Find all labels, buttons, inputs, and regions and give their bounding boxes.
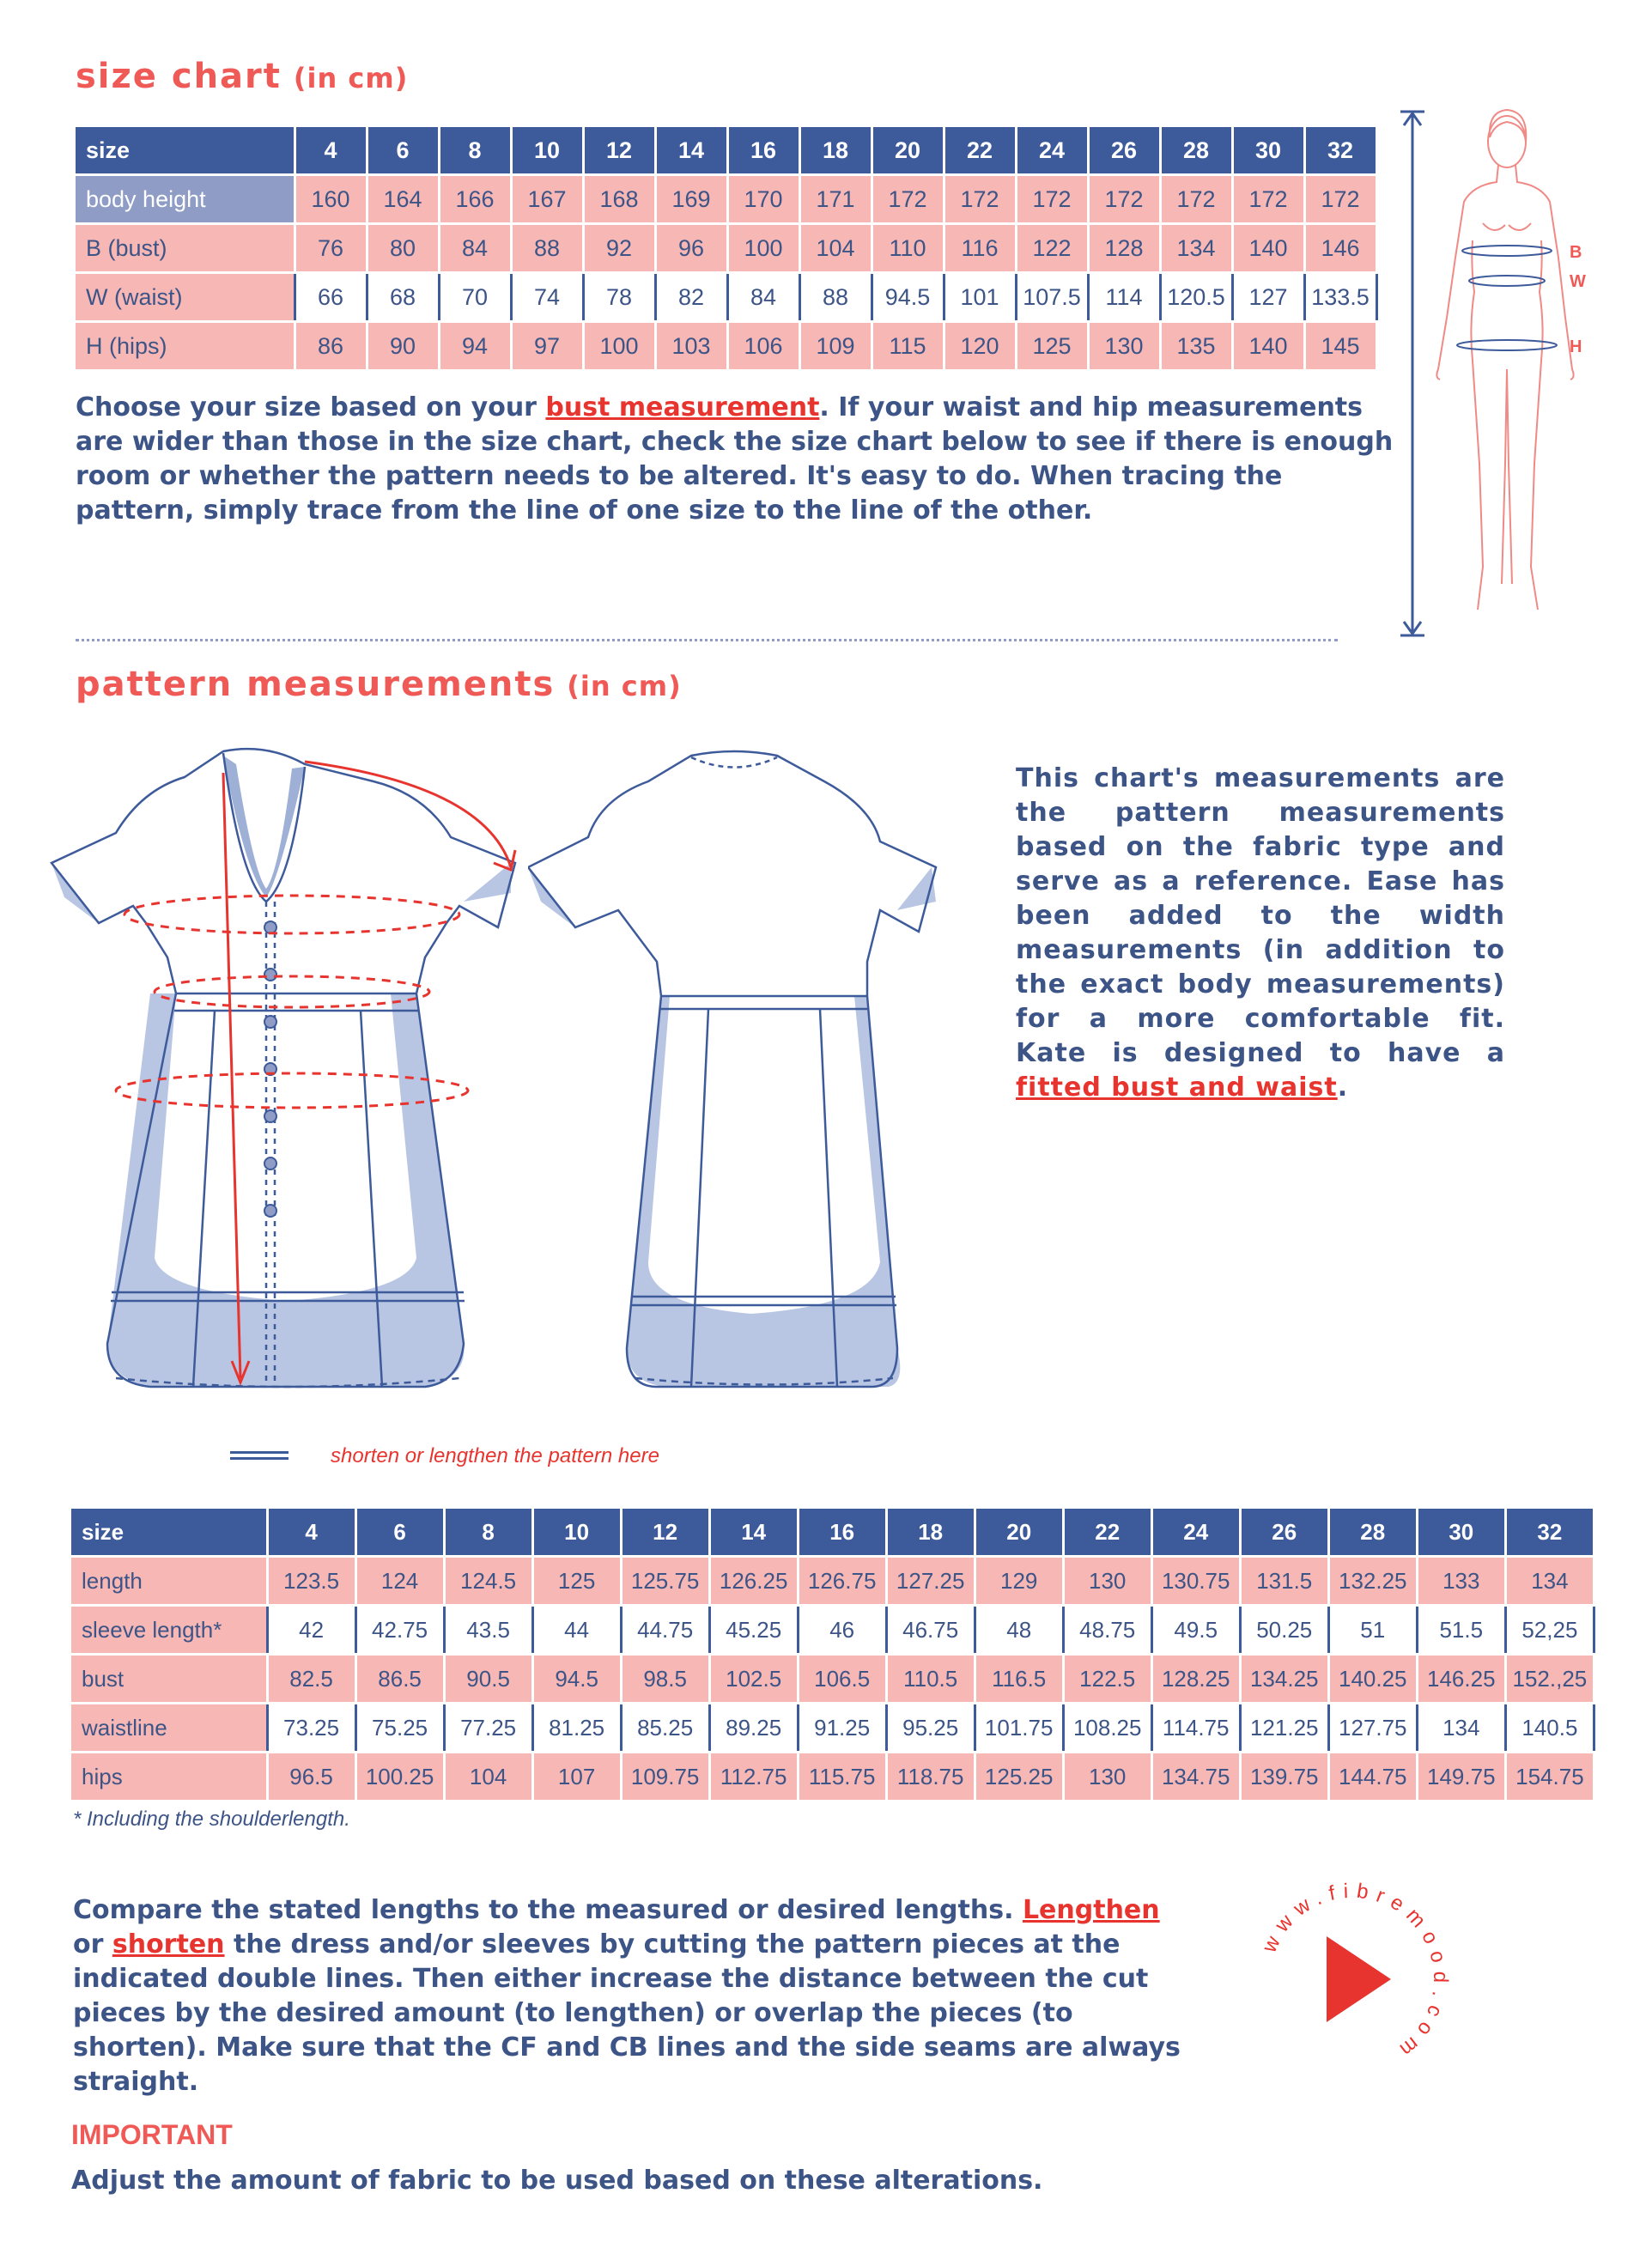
cell: 88 xyxy=(799,273,872,322)
cell: 169 xyxy=(655,175,727,224)
cell: 115 xyxy=(872,322,944,371)
height-arrow xyxy=(1400,112,1424,635)
pattern-chart-header-row xyxy=(71,1509,1594,1557)
cell: 101.75 xyxy=(975,1704,1063,1753)
cell: 133.5 xyxy=(1304,273,1376,322)
cell: 154.75 xyxy=(1505,1753,1594,1801)
cell: 116.5 xyxy=(975,1655,1063,1704)
cell: 84 xyxy=(727,273,799,322)
size-col: 28 xyxy=(1160,127,1232,175)
waist-label: W xyxy=(1570,272,1586,291)
cell: 90 xyxy=(367,322,439,371)
shorten-link[interactable]: shorten xyxy=(112,1929,225,1959)
cell: 81.25 xyxy=(532,1704,621,1753)
pattern-chart-table xyxy=(71,1509,1595,1802)
cell: 43.5 xyxy=(444,1606,532,1655)
pattern-description-part2: . xyxy=(1337,1072,1349,1103)
alter-text-part2: the dress and/or sleeves by cutting the pattern pieces at the indicated double lines. Then either increase the distance between the cut pieces by the desired amount (to lengthen) or overlap the pieces (to shorten). Make sure that the CF and CB lines and the side seams are always straight. xyxy=(73,1929,1181,2097)
size-instructions xyxy=(76,391,1398,528)
cell: 104 xyxy=(444,1753,532,1801)
double-line-symbol xyxy=(230,1451,288,1460)
size-col: 18 xyxy=(886,1509,975,1557)
cell: 139.75 xyxy=(1240,1753,1328,1801)
cell: 124.5 xyxy=(444,1557,532,1606)
cell: 107 xyxy=(532,1753,621,1801)
cell: 46.75 xyxy=(886,1606,975,1655)
cell: 120 xyxy=(944,322,1016,371)
pattern-description xyxy=(1016,762,1505,1105)
size-col: 10 xyxy=(511,127,583,175)
cell: 140 xyxy=(1232,322,1304,371)
cell: 110.5 xyxy=(886,1655,975,1704)
cell: 118.75 xyxy=(886,1753,975,1801)
size-text-part1: Choose your size based on your xyxy=(76,392,546,422)
cell: 66 xyxy=(295,273,367,322)
cell: 134.25 xyxy=(1240,1655,1328,1704)
cell: 73.25 xyxy=(267,1704,355,1753)
cell: 127 xyxy=(1232,273,1304,322)
cell: 145 xyxy=(1304,322,1376,371)
cell: 149.75 xyxy=(1417,1753,1505,1801)
cell: 125.25 xyxy=(975,1753,1063,1801)
size-col: 26 xyxy=(1240,1509,1328,1557)
size-col: 12 xyxy=(621,1509,709,1557)
section-divider xyxy=(76,639,1338,641)
cell: 112.75 xyxy=(709,1753,798,1801)
size-col: 18 xyxy=(799,127,872,175)
cell: 102.5 xyxy=(709,1655,798,1704)
row-label: hips xyxy=(71,1753,267,1801)
cell: 86 xyxy=(295,322,367,371)
cell: 164 xyxy=(367,175,439,224)
size-col: 10 xyxy=(532,1509,621,1557)
hips-label: H xyxy=(1570,337,1582,356)
pattern-row-sleeve-length xyxy=(71,1606,1594,1655)
size-col: 30 xyxy=(1417,1509,1505,1557)
cell: 89.25 xyxy=(709,1704,798,1753)
cell: 51 xyxy=(1328,1606,1417,1655)
pattern-title xyxy=(76,665,682,704)
cell: 106.5 xyxy=(798,1655,886,1704)
cell: 126.25 xyxy=(709,1557,798,1606)
cell: 94.5 xyxy=(532,1655,621,1704)
pattern-title-text: pattern measurements xyxy=(76,665,556,704)
size-col: 32 xyxy=(1304,127,1376,175)
cell: 120.5 xyxy=(1160,273,1232,322)
cell: 48 xyxy=(975,1606,1063,1655)
logo-url: www.fibremood.com xyxy=(1257,1879,1453,2066)
cell: 115.75 xyxy=(798,1753,886,1801)
dress-back-illustration xyxy=(528,747,940,1400)
size-chart-row-body-height xyxy=(76,175,1376,224)
size-chart-row-waist xyxy=(76,273,1376,322)
pattern-unit: (in cm) xyxy=(567,670,682,702)
size-chart-header-row xyxy=(76,127,1376,175)
cell: 107.5 xyxy=(1016,273,1088,322)
cell: 46 xyxy=(798,1606,886,1655)
cell: 100.25 xyxy=(355,1753,444,1801)
cell: 152.,25 xyxy=(1505,1655,1594,1704)
shorten-legend: shorten or lengthen the pattern here xyxy=(331,1444,659,1467)
cell: 124 xyxy=(355,1557,444,1606)
cell: 68 xyxy=(367,273,439,322)
row-label: B (bust) xyxy=(76,224,295,273)
important-heading: IMPORTANT xyxy=(71,2119,233,2150)
cell: 98.5 xyxy=(621,1655,709,1704)
row-label: bust xyxy=(71,1655,267,1704)
cell: 52,25 xyxy=(1505,1606,1594,1655)
cell: 172 xyxy=(872,175,944,224)
cell: 166 xyxy=(439,175,511,224)
pattern-row-bust xyxy=(71,1655,1594,1704)
footnote: * Including the shoulderlength. xyxy=(73,1808,350,1831)
cell: 70 xyxy=(439,273,511,322)
size-col: 12 xyxy=(583,127,655,175)
size-header-label: size xyxy=(76,127,295,175)
row-label: H (hips) xyxy=(76,322,295,371)
cell: 146 xyxy=(1304,224,1376,273)
pattern-header-label: size xyxy=(71,1509,267,1557)
size-text-part2: . If your waist and hip measurements are wider than those in the size chart, check the size chart below to see if there is enough room or whether the pattern needs to be altered. It's easy to do. When tracing the pattern, simply trace from the line of one size to the line of the other. xyxy=(76,392,1394,526)
cell: 86.5 xyxy=(355,1655,444,1704)
size-col: 6 xyxy=(355,1509,444,1557)
fitted-bust-waist-link[interactable]: fitted bust and waist xyxy=(1016,1072,1338,1103)
size-col: 24 xyxy=(1016,127,1088,175)
cell: 49.5 xyxy=(1151,1606,1240,1655)
size-col: 20 xyxy=(872,127,944,175)
size-chart-table xyxy=(76,127,1378,372)
cell: 94 xyxy=(439,322,511,371)
cell: 44.75 xyxy=(621,1606,709,1655)
cell: 125 xyxy=(532,1557,621,1606)
size-col: 8 xyxy=(444,1509,532,1557)
cell: 116 xyxy=(944,224,1016,273)
cell: 42.75 xyxy=(355,1606,444,1655)
size-chart-row-hips xyxy=(76,322,1376,371)
row-label: waistline xyxy=(71,1704,267,1753)
cell: 75.25 xyxy=(355,1704,444,1753)
cell: 135 xyxy=(1160,322,1232,371)
cell: 74 xyxy=(511,273,583,322)
size-col: 6 xyxy=(367,127,439,175)
size-col: 24 xyxy=(1151,1509,1240,1557)
cell: 130 xyxy=(1063,1557,1151,1606)
cell: 106 xyxy=(727,322,799,371)
cell: 128.25 xyxy=(1151,1655,1240,1704)
cell: 131.5 xyxy=(1240,1557,1328,1606)
cell: 172 xyxy=(1160,175,1232,224)
size-col: 22 xyxy=(944,127,1016,175)
bust-measurement-link[interactable]: bust measurement xyxy=(545,392,820,422)
cell: 160 xyxy=(295,175,367,224)
alter-text-part1: Compare the stated lengths to the measured or desired lengths. xyxy=(73,1895,1023,1925)
cell: 110 xyxy=(872,224,944,273)
cell: 91.25 xyxy=(798,1704,886,1753)
cell: 78 xyxy=(583,273,655,322)
alteration-instructions xyxy=(73,1893,1189,2099)
cell: 109.75 xyxy=(621,1753,709,1801)
cell: 172 xyxy=(1088,175,1160,224)
cell: 94.5 xyxy=(872,273,944,322)
cell: 172 xyxy=(944,175,1016,224)
size-chart-title-text: size chart xyxy=(76,57,282,96)
cell: 123.5 xyxy=(267,1557,355,1606)
cell: 140.5 xyxy=(1505,1704,1594,1753)
size-col: 4 xyxy=(267,1509,355,1557)
row-label: W (waist) xyxy=(76,273,295,322)
cell: 77.25 xyxy=(444,1704,532,1753)
size-chart-row-bust xyxy=(76,224,1376,273)
cell: 48.75 xyxy=(1063,1606,1151,1655)
cell: 130 xyxy=(1063,1753,1151,1801)
cell: 140 xyxy=(1232,224,1304,273)
cell: 114 xyxy=(1088,273,1160,322)
play-triangle-icon xyxy=(1327,1936,1391,2022)
cell: 109 xyxy=(799,322,872,371)
cell: 172 xyxy=(1304,175,1376,224)
cell: 90.5 xyxy=(444,1655,532,1704)
cell: 140.25 xyxy=(1328,1655,1417,1704)
cell: 122.5 xyxy=(1063,1655,1151,1704)
size-col: 22 xyxy=(1063,1509,1151,1557)
cell: 130.75 xyxy=(1151,1557,1240,1606)
cell: 134.75 xyxy=(1151,1753,1240,1801)
size-col: 4 xyxy=(295,127,367,175)
size-col: 16 xyxy=(798,1509,886,1557)
cell: 125 xyxy=(1016,322,1088,371)
fibremood-logo[interactable] xyxy=(1245,1872,1460,2087)
cell: 85.25 xyxy=(621,1704,709,1753)
pattern-row-length xyxy=(71,1557,1594,1606)
bust-label: B xyxy=(1570,243,1582,262)
cell: 82.5 xyxy=(267,1655,355,1704)
cell: 42 xyxy=(267,1606,355,1655)
cell: 45.25 xyxy=(709,1606,798,1655)
cell: 97 xyxy=(511,322,583,371)
cell: 51.5 xyxy=(1417,1606,1505,1655)
cell: 101 xyxy=(944,273,1016,322)
pattern-row-waistline xyxy=(71,1704,1594,1753)
cell: 44 xyxy=(532,1606,621,1655)
cell: 167 xyxy=(511,175,583,224)
size-col: 20 xyxy=(975,1509,1063,1557)
size-col: 16 xyxy=(727,127,799,175)
cell: 126.75 xyxy=(798,1557,886,1606)
cell: 96.5 xyxy=(267,1753,355,1801)
cell: 134 xyxy=(1505,1557,1594,1606)
size-col: 30 xyxy=(1232,127,1304,175)
body-outline xyxy=(1436,110,1573,610)
cell: 171 xyxy=(799,175,872,224)
cell: 133 xyxy=(1417,1557,1505,1606)
size-col: 32 xyxy=(1505,1509,1594,1557)
important-text: Adjust the amount of fabric to be used based on these alterations. xyxy=(71,2166,1043,2196)
cell: 96 xyxy=(655,224,727,273)
row-label: body height xyxy=(76,175,295,224)
pattern-description-part1: This chart's measurements are the pattern measurements based on the fabric type and serve as a reference. Ease has been added to the width measurements (in addition to the exact body measurements) for a more comfortable fit. Kate is designed to have a xyxy=(1016,763,1505,1068)
cell: 132.25 xyxy=(1328,1557,1417,1606)
dress-front-illustration xyxy=(47,743,528,1404)
cell: 144.75 xyxy=(1328,1753,1417,1801)
cell: 92 xyxy=(583,224,655,273)
size-col: 8 xyxy=(439,127,511,175)
cell: 88 xyxy=(511,224,583,273)
size-col: 14 xyxy=(655,127,727,175)
cell: 50.25 xyxy=(1240,1606,1328,1655)
cell: 121.25 xyxy=(1240,1704,1328,1753)
size-chart-title xyxy=(76,57,408,96)
row-label: length xyxy=(71,1557,267,1606)
cell: 168 xyxy=(583,175,655,224)
cell: 82 xyxy=(655,273,727,322)
row-label: sleeve length* xyxy=(71,1606,267,1655)
cell: 172 xyxy=(1016,175,1088,224)
cell: 100 xyxy=(583,322,655,371)
cell: 134 xyxy=(1417,1704,1505,1753)
cell: 108.25 xyxy=(1063,1704,1151,1753)
cell: 172 xyxy=(1232,175,1304,224)
dress-back-shading xyxy=(528,867,936,1387)
size-chart-unit: (in cm) xyxy=(293,62,409,94)
cell: 114.75 xyxy=(1151,1704,1240,1753)
size-col: 26 xyxy=(1088,127,1160,175)
body-figure xyxy=(1387,103,1593,644)
cell: 130 xyxy=(1088,322,1160,371)
alter-text-mid: or xyxy=(73,1929,112,1959)
cell: 100 xyxy=(727,224,799,273)
cell: 104 xyxy=(799,224,872,273)
cell: 129 xyxy=(975,1557,1063,1606)
cell: 125.75 xyxy=(621,1557,709,1606)
cell: 122 xyxy=(1016,224,1088,273)
cell: 84 xyxy=(439,224,511,273)
cell: 170 xyxy=(727,175,799,224)
size-col: 14 xyxy=(709,1509,798,1557)
lengthen-link[interactable]: Lengthen xyxy=(1022,1895,1160,1925)
cell: 80 xyxy=(367,224,439,273)
cell: 146.25 xyxy=(1417,1655,1505,1704)
cell: 103 xyxy=(655,322,727,371)
cell: 128 xyxy=(1088,224,1160,273)
size-col: 28 xyxy=(1328,1509,1417,1557)
cell: 76 xyxy=(295,224,367,273)
cell: 127.75 xyxy=(1328,1704,1417,1753)
pattern-row-hips xyxy=(71,1753,1594,1801)
cell: 95.25 xyxy=(886,1704,975,1753)
cell: 134 xyxy=(1160,224,1232,273)
cell: 127.25 xyxy=(886,1557,975,1606)
